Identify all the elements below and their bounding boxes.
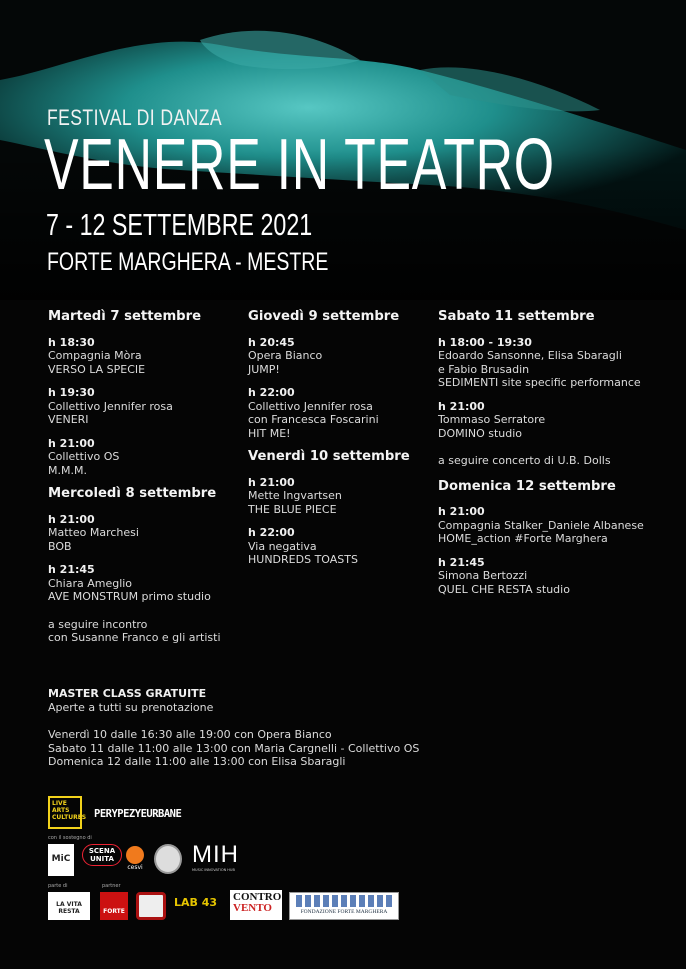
fondazione-forte-marghera-logo: FONDAZIONE FORTE MARGHERA xyxy=(289,892,399,920)
event-line: Matteo Marchesi xyxy=(48,526,139,539)
day-heading: Domenica 12 settembre xyxy=(438,478,616,494)
event-time: h 21:45 xyxy=(438,555,485,569)
master-class-line: Sabato 11 dalle 11:00 alle 13:00 con Maria Cargnelli - Collettivo OS xyxy=(48,741,420,755)
master-class-section xyxy=(48,687,419,769)
event-time: h 21:45 xyxy=(48,563,95,576)
event-line: Tommaso Serratore xyxy=(438,413,546,426)
event-item xyxy=(48,437,238,478)
event-time: h 21:00 xyxy=(48,512,95,526)
event-time: h 18:30 xyxy=(48,335,95,349)
cesvi-logo: cesvi xyxy=(124,846,146,876)
event-line: Via negativa xyxy=(248,539,317,553)
event-time: h 22:00 xyxy=(248,386,295,399)
support-label: con il sostegno di xyxy=(48,835,92,841)
event-time: h 21:00 xyxy=(248,475,295,489)
event-line: M.M.M. xyxy=(48,463,87,477)
event-line: Compagnia Stalker_Daniele Albanese xyxy=(438,518,644,532)
event-item xyxy=(248,476,433,517)
event-item xyxy=(248,526,433,567)
event-line: e Fabio Brusadin xyxy=(438,362,530,376)
event-line: VENERI xyxy=(48,413,89,426)
event-line: BOB xyxy=(48,539,72,553)
event-line: VERSO LA SPECIE xyxy=(48,362,146,376)
event-line: Collettivo Jennifer rosa xyxy=(248,399,373,413)
day-heading: Giovedì 9 settembre xyxy=(248,309,400,324)
event-line: Chiara Ameglio xyxy=(48,576,133,590)
event-line: Edoardo Sansonne, Elisa Sbaragli xyxy=(438,349,622,362)
event-time: h 20:45 xyxy=(248,335,295,349)
event-time: h 21:00 xyxy=(438,505,485,518)
event-item xyxy=(438,556,678,597)
event-line: HOME_action #Forte Marghera xyxy=(438,532,608,545)
event-line: JUMP! xyxy=(248,362,280,376)
lab-43-logo: LAB 43 xyxy=(174,896,218,909)
part-of-label: parte di xyxy=(48,883,68,889)
note-line: a seguire concerto di U.B. Dolls xyxy=(438,454,611,467)
event-item xyxy=(438,336,678,390)
event-item xyxy=(438,400,678,441)
event-item xyxy=(248,336,433,377)
event-line: Collettivo OS xyxy=(48,450,120,463)
event-line: DOMINO studio xyxy=(438,426,523,440)
day-heading: Venerdì 10 settembre xyxy=(248,449,410,464)
event-item xyxy=(48,563,238,604)
event-line: HUNDREDS TOASTS xyxy=(248,553,358,566)
scena-unita-logo: SCENA UNITA xyxy=(82,844,122,876)
note-line: con Susanne Franco e gli artisti xyxy=(48,631,221,644)
event-time: h 18:00 - 19:30 xyxy=(438,335,532,349)
mic-logo: MiC xyxy=(48,844,74,876)
master-class-line: Domenica 12 dalle 11:00 alle 13:00 con Elisa Sbaragli xyxy=(48,755,346,768)
la-vita-resta-logo: LA VITA RESTA xyxy=(48,892,90,920)
perypezye-urbane-logo: PERYPEZYEURBANE xyxy=(94,808,182,820)
event-line: AVE MONSTRUM primo studio xyxy=(48,590,211,603)
master-class-title: MASTER CLASS GRATUITE xyxy=(48,687,207,700)
festival-label: FESTIVAL DI DANZA xyxy=(47,105,223,130)
event-line: THE BLUE PIECE xyxy=(248,502,337,516)
event-line: Collettivo Jennifer rosa xyxy=(48,399,173,413)
event-line: Compagnia Mòra xyxy=(48,349,142,362)
event-time: h 19:30 xyxy=(48,386,95,399)
event-note xyxy=(48,618,238,645)
event-line: con Francesca Foscarini xyxy=(248,413,379,426)
partner-label: partner xyxy=(102,883,121,889)
day-heading: Martedì 7 settembre xyxy=(48,309,202,324)
program-column-1 xyxy=(48,308,238,657)
event-time: h 21:00 xyxy=(48,436,95,450)
event-item xyxy=(438,505,678,546)
day-heading: Sabato 11 settembre xyxy=(438,309,595,324)
event-item xyxy=(48,336,238,377)
day-heading: Mercoledì 8 settembre xyxy=(48,486,217,501)
master-class-subtitle: Aperte a tutti su prenotazione xyxy=(48,700,214,714)
master-class-line: Venerdì 10 dalle 16:30 alle 19:00 con Opera Bianco xyxy=(48,728,332,741)
program-column-3 xyxy=(438,308,678,606)
festival-title: VENERE IN TEATRO xyxy=(44,125,555,205)
live-arts-cultures-logo: LIVE ARTS CULTURES xyxy=(48,796,82,829)
event-note xyxy=(438,454,678,468)
note-line: a seguire incontro xyxy=(48,617,148,631)
event-line: Simona Bertozzi xyxy=(438,569,528,582)
event-time: h 21:00 xyxy=(438,399,485,413)
event-item xyxy=(248,386,433,440)
globe-logo xyxy=(154,844,182,874)
event-item xyxy=(48,386,238,427)
sponsor-logos xyxy=(46,794,686,969)
event-line: Opera Bianco xyxy=(248,349,323,362)
program-column-2 xyxy=(248,308,433,577)
event-line: HIT ME! xyxy=(248,426,291,440)
contro-vento-logo: CONTRO VENTO xyxy=(230,890,282,920)
forte-logo: FORTE xyxy=(100,892,128,920)
festival-venue: FORTE MARGHERA - MESTRE xyxy=(47,248,329,276)
event-line: SEDIMENTI site specific performance xyxy=(438,376,641,389)
m-emblem-logo xyxy=(136,892,166,920)
mih-logo: MIH MUSIC INNOVATION HUB xyxy=(192,841,239,872)
event-line: Mette Ingvartsen xyxy=(248,489,342,502)
event-line: QUEL CHE RESTA studio xyxy=(438,582,570,596)
festival-dates: 7 - 12 SETTEMBRE 2021 xyxy=(46,207,313,242)
event-time: h 22:00 xyxy=(248,526,295,539)
event-item xyxy=(48,513,238,554)
